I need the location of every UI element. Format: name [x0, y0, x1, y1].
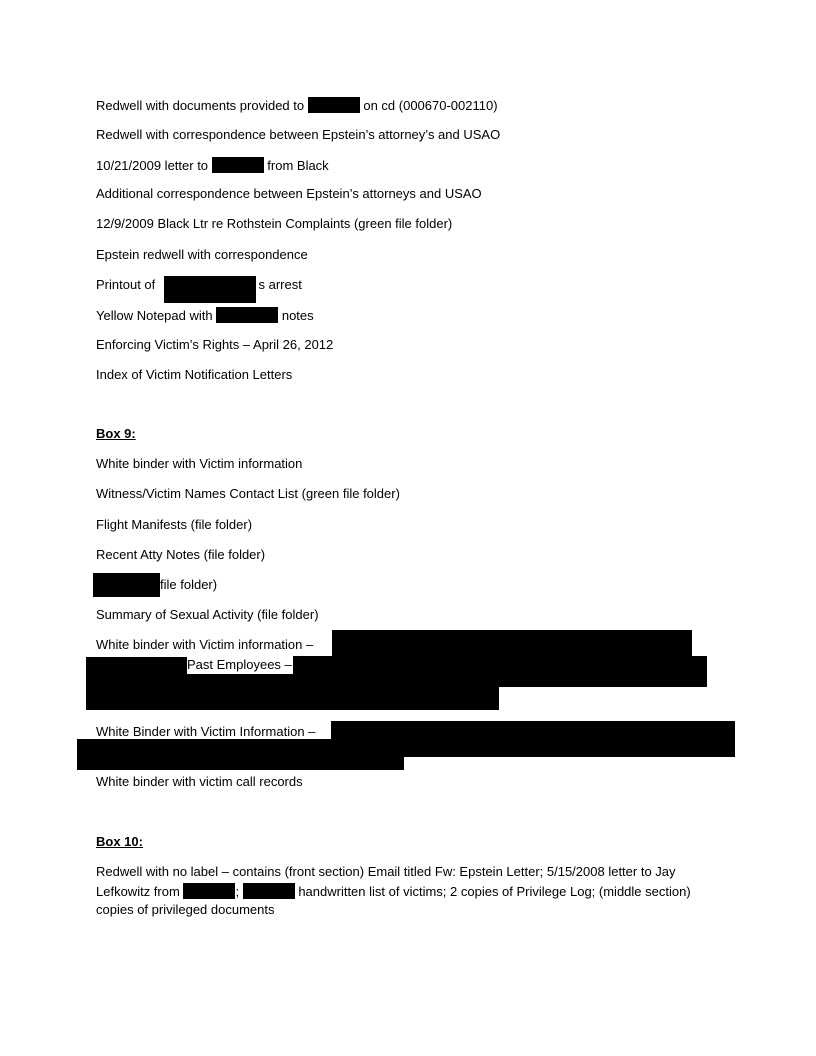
redaction-block	[243, 883, 295, 899]
item-text: s arrest	[258, 277, 302, 292]
list-item	[96, 307, 314, 323]
item-text: Enforcing Victim’s Rights – April 26, 2012	[96, 337, 334, 352]
list-item	[96, 216, 452, 232]
list-item	[96, 157, 329, 173]
redaction-block	[216, 307, 278, 323]
redaction-block	[308, 97, 360, 113]
list-item	[96, 337, 333, 353]
item-text: Printout of	[96, 277, 156, 292]
redaction-block	[93, 573, 160, 597]
item-text: Redwell with correspondence between Epstein’s attorney’s and USAO	[96, 127, 501, 142]
redaction-block	[86, 657, 187, 674]
item-text: from Black	[267, 158, 329, 173]
list-item: White binder with Victim information –	[96, 637, 314, 652]
item-text: Additional correspondence between Epstein’s attorneys and USAO	[96, 186, 482, 201]
list-item	[96, 186, 482, 202]
paragraph-text: copies of privileged documents	[96, 902, 275, 917]
list-item	[96, 97, 498, 113]
item-text: 10/21/2009 letter to	[96, 158, 209, 173]
redaction-block	[212, 157, 264, 173]
list-item: White binder with Victim information	[96, 456, 303, 471]
redaction-block	[332, 630, 692, 656]
list-item	[96, 247, 308, 263]
section-heading: Box 10:	[96, 834, 143, 849]
item-text: Redwell with documents provided to	[96, 98, 305, 113]
paragraph-text: Redwell with no label – contains (front section) Email titled Fw: Epstein Letter; 5/15/2008 letter to Jay	[96, 864, 676, 879]
list-item: Recent Atty Notes (file folder)	[96, 547, 266, 562]
paragraph-line	[96, 883, 691, 899]
paragraph-line	[96, 902, 275, 918]
paragraph-text: handwritten list of victims; 2 copies of Privilege Log; (middle section)	[298, 884, 691, 899]
item-text: Epstein redwell with correspondence	[96, 247, 308, 262]
redaction-block	[164, 276, 256, 303]
list-item	[96, 367, 292, 383]
item-text: on cd (000670-002110)	[363, 98, 498, 113]
paragraph-text: Lefkowitz from	[96, 884, 180, 899]
section-heading: Box 9:	[96, 426, 136, 441]
list-item: White Binder with Victim Information –	[96, 724, 316, 739]
list-item	[96, 127, 500, 143]
item-text: notes	[281, 308, 314, 323]
redaction-block	[86, 674, 499, 710]
item-text: 12/9/2009 Black Ltr re Rothstein Complaints (green file folder)	[96, 216, 453, 231]
redaction-block	[77, 739, 404, 770]
paragraph-text: ;	[235, 884, 240, 899]
list-item: White binder with victim call records	[96, 774, 303, 789]
paragraph-line	[96, 864, 676, 880]
item-text: Yellow Notepad with	[96, 308, 213, 323]
list-item: Flight Manifests (file folder)	[96, 517, 253, 532]
list-item: Past Employees –	[187, 657, 292, 672]
list-item: Summary of Sexual Activity (file folder)	[96, 607, 319, 622]
redaction-block	[183, 883, 235, 899]
list-item: file folder)	[160, 577, 218, 592]
item-text: Index of Victim Notification Letters	[96, 367, 293, 382]
list-item: Witness/Victim Names Contact List (green file folder)	[96, 486, 400, 501]
